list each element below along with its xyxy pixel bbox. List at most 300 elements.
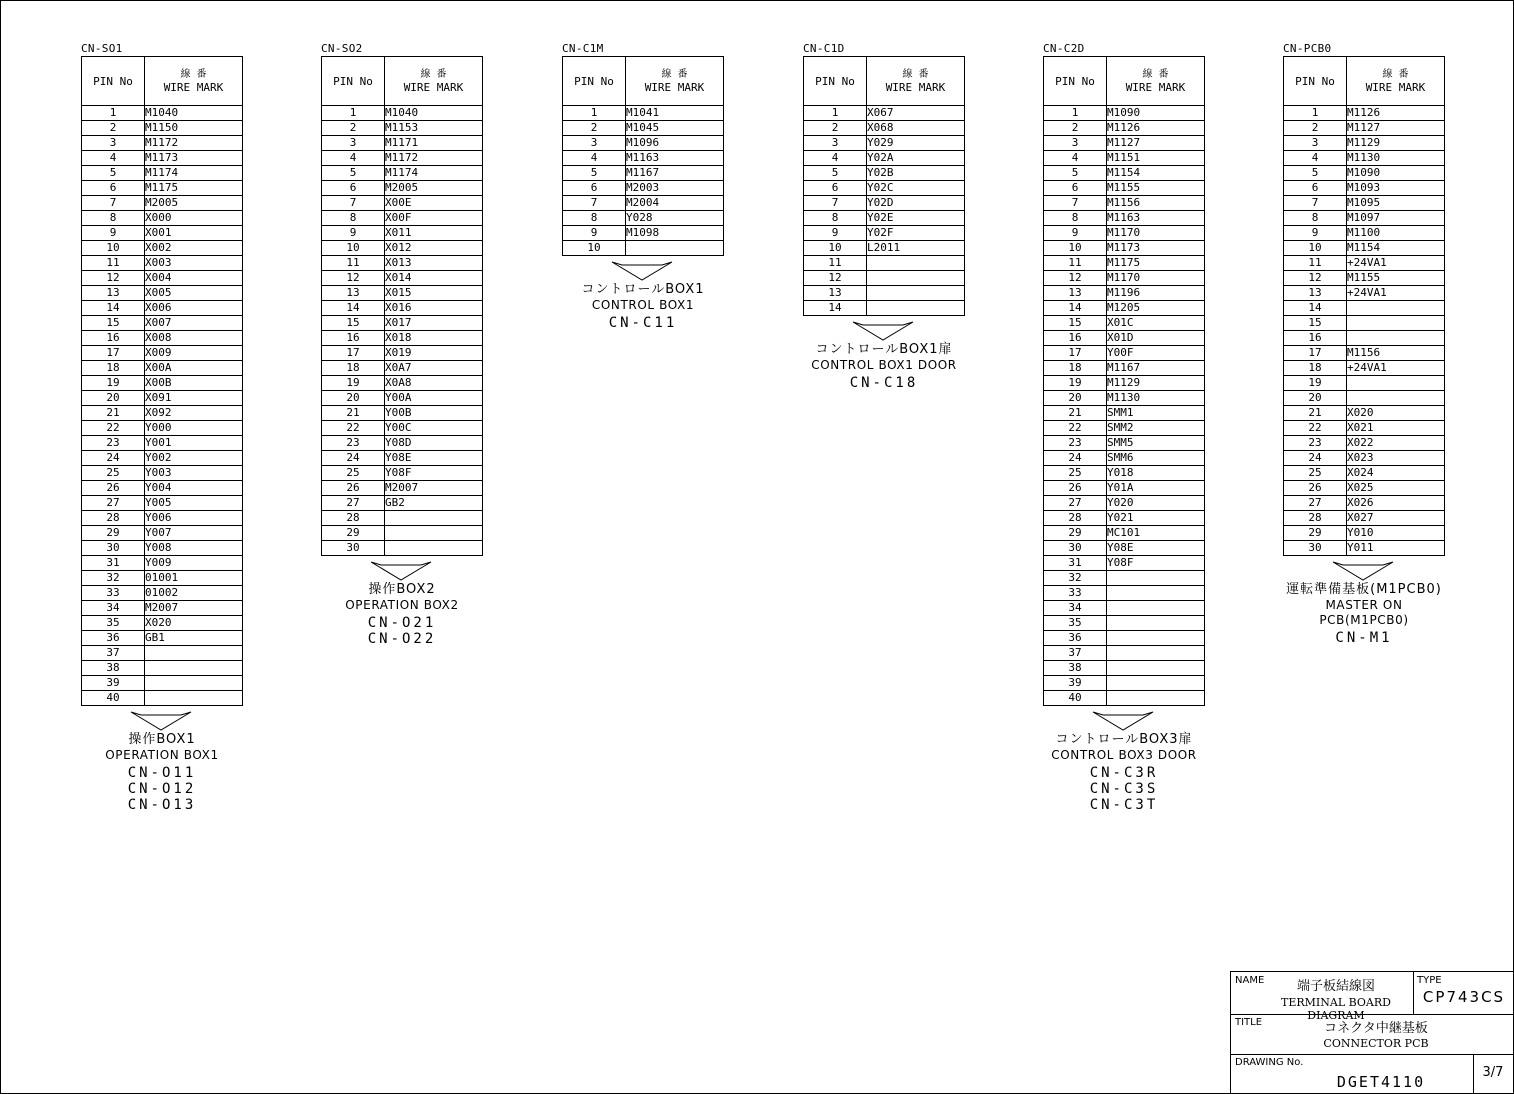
pin-number: 38 bbox=[82, 661, 145, 676]
wire-mark-header bbox=[385, 57, 483, 106]
pin-number: 16 bbox=[1044, 331, 1107, 346]
wire-mark-header-jp: 線 番 bbox=[1142, 69, 1169, 80]
wire-mark-header bbox=[626, 57, 724, 106]
table-row bbox=[804, 301, 965, 316]
wire-mark: M1097 bbox=[1347, 211, 1445, 226]
pin-number: 1 bbox=[1284, 106, 1347, 121]
pin-table-header bbox=[322, 57, 483, 106]
table-row bbox=[322, 406, 483, 421]
wire-mark: M1155 bbox=[1347, 271, 1445, 286]
wire-mark bbox=[867, 286, 965, 301]
wire-mark-header-jp: 線 番 bbox=[661, 69, 688, 80]
pin-number: 8 bbox=[804, 211, 867, 226]
destination-jp: コントロールBOX1扉 bbox=[815, 342, 953, 357]
wire-mark: X013 bbox=[385, 256, 483, 271]
table-row bbox=[322, 391, 483, 406]
wire-mark: M1173 bbox=[1107, 241, 1205, 256]
table-row bbox=[1044, 271, 1205, 286]
table-row bbox=[322, 271, 483, 286]
wire-mark: Y00F bbox=[1107, 346, 1205, 361]
pin-number: 29 bbox=[82, 526, 145, 541]
pin-number: 34 bbox=[1044, 601, 1107, 616]
pin-number: 27 bbox=[82, 496, 145, 511]
table-row bbox=[1044, 391, 1205, 406]
pin-number: 8 bbox=[1044, 211, 1107, 226]
pin-number: 36 bbox=[82, 631, 145, 646]
wire-mark: X00B bbox=[145, 376, 243, 391]
wire-mark: M1172 bbox=[385, 151, 483, 166]
pin-number: 10 bbox=[1044, 241, 1107, 256]
wire-mark: M1174 bbox=[385, 166, 483, 181]
wire-mark: Y002 bbox=[145, 451, 243, 466]
table-row bbox=[1284, 166, 1445, 181]
table-row bbox=[322, 466, 483, 481]
wire-mark: M1127 bbox=[1347, 121, 1445, 136]
wire-mark: 01001 bbox=[145, 571, 243, 586]
wire-mark: Y08F bbox=[1107, 556, 1205, 571]
pin-number: 12 bbox=[804, 271, 867, 286]
pin-number: 1 bbox=[563, 106, 626, 121]
wire-mark: X001 bbox=[145, 226, 243, 241]
pin-number: 25 bbox=[322, 466, 385, 481]
pin-number: 10 bbox=[563, 241, 626, 256]
wire-mark: MC101 bbox=[1107, 526, 1205, 541]
wire-mark: X011 bbox=[385, 226, 483, 241]
destination-code: CN-M1 bbox=[1335, 630, 1393, 646]
table-row bbox=[1284, 316, 1445, 331]
table-row bbox=[82, 181, 243, 196]
table-row bbox=[1284, 196, 1445, 211]
pin-number: 9 bbox=[322, 226, 385, 241]
wire-mark: M1150 bbox=[145, 121, 243, 136]
wire-mark: Y028 bbox=[626, 211, 724, 226]
table-row bbox=[82, 226, 243, 241]
destination-jp: 操作BOX1 bbox=[128, 732, 196, 747]
destination-jp: コントロールBOX3扉 bbox=[1055, 732, 1193, 747]
pin-number: 7 bbox=[804, 196, 867, 211]
title-jp: コネクタ中継基板 bbox=[1324, 1021, 1428, 1036]
table-row bbox=[804, 196, 965, 211]
pin-number: 6 bbox=[563, 181, 626, 196]
table-row bbox=[322, 481, 483, 496]
pin-number: 5 bbox=[322, 166, 385, 181]
pin-number: 19 bbox=[1284, 376, 1347, 391]
wire-mark: X008 bbox=[145, 331, 243, 346]
table-row bbox=[322, 346, 483, 361]
table-row bbox=[804, 226, 965, 241]
table-row bbox=[82, 136, 243, 151]
pin-number: 16 bbox=[322, 331, 385, 346]
pin-number: 12 bbox=[322, 271, 385, 286]
table-row bbox=[804, 181, 965, 196]
wire-mark: X092 bbox=[145, 406, 243, 421]
wire-mark: M1090 bbox=[1347, 166, 1445, 181]
table-row bbox=[1044, 346, 1205, 361]
wire-mark: X016 bbox=[385, 301, 483, 316]
pin-number: 2 bbox=[322, 121, 385, 136]
wire-mark: +24VA1 bbox=[1347, 286, 1445, 301]
title-block bbox=[1230, 971, 1513, 1093]
wire-mark: X067 bbox=[867, 106, 965, 121]
pin-no-header: PIN No bbox=[1044, 57, 1107, 106]
pin-number: 4 bbox=[322, 151, 385, 166]
wire-mark: M1093 bbox=[1347, 181, 1445, 196]
destination-code: CN-O13 bbox=[127, 797, 197, 813]
wire-mark: X00E bbox=[385, 196, 483, 211]
table-row bbox=[804, 151, 965, 166]
pin-number: 12 bbox=[82, 271, 145, 286]
table-row bbox=[1044, 526, 1205, 541]
table-row bbox=[82, 691, 243, 706]
wire-mark: X017 bbox=[385, 316, 483, 331]
pin-number: 15 bbox=[322, 316, 385, 331]
pin-table bbox=[81, 56, 243, 706]
wire-mark: Y020 bbox=[1107, 496, 1205, 511]
destination-code: CN-O11 bbox=[127, 765, 197, 781]
table-row bbox=[82, 631, 243, 646]
table-row bbox=[322, 376, 483, 391]
table-row bbox=[563, 151, 724, 166]
table-row bbox=[563, 181, 724, 196]
down-arrow-icon bbox=[610, 260, 674, 282]
pin-number: 14 bbox=[804, 301, 867, 316]
pin-number: 19 bbox=[82, 376, 145, 391]
pin-number: 5 bbox=[563, 166, 626, 181]
table-row bbox=[563, 106, 724, 121]
wire-mark: M1196 bbox=[1107, 286, 1205, 301]
pin-table bbox=[1283, 56, 1445, 556]
table-row bbox=[1284, 211, 1445, 226]
destination-label bbox=[562, 282, 724, 331]
table-row bbox=[1044, 211, 1205, 226]
table-row bbox=[322, 136, 483, 151]
table-row bbox=[322, 361, 483, 376]
wire-mark-header-en: WIRE MARK bbox=[885, 81, 946, 94]
pin-number: 18 bbox=[1284, 361, 1347, 376]
pin-number: 5 bbox=[82, 166, 145, 181]
wire-mark bbox=[385, 541, 483, 556]
table-row bbox=[1044, 661, 1205, 676]
pin-number: 24 bbox=[82, 451, 145, 466]
wire-mark-header-en: WIRE MARK bbox=[403, 81, 464, 94]
wire-mark bbox=[145, 661, 243, 676]
wire-mark: X091 bbox=[145, 391, 243, 406]
table-row bbox=[804, 271, 965, 286]
table-row bbox=[1044, 691, 1205, 706]
pin-number: 9 bbox=[563, 226, 626, 241]
table-row bbox=[1044, 196, 1205, 211]
wire-mark: M1174 bbox=[145, 166, 243, 181]
table-row bbox=[1284, 301, 1445, 316]
table-row bbox=[322, 526, 483, 541]
table-row bbox=[82, 616, 243, 631]
wire-mark bbox=[1107, 691, 1205, 706]
wire-mark: X025 bbox=[1347, 481, 1445, 496]
wire-mark-header bbox=[145, 57, 243, 106]
table-row bbox=[322, 436, 483, 451]
wire-mark: Y007 bbox=[145, 526, 243, 541]
wire-mark: SMM6 bbox=[1107, 451, 1205, 466]
destination-en: CONTROL BOX1 DOOR bbox=[811, 358, 957, 372]
pin-number: 31 bbox=[82, 556, 145, 571]
wire-mark bbox=[145, 676, 243, 691]
table-row bbox=[1044, 316, 1205, 331]
wire-mark: M1175 bbox=[145, 181, 243, 196]
table-row bbox=[82, 586, 243, 601]
table-row bbox=[1284, 226, 1445, 241]
table-row bbox=[1284, 361, 1445, 376]
wire-mark bbox=[1107, 646, 1205, 661]
pin-number: 25 bbox=[1044, 466, 1107, 481]
connector-name: CN-C1D bbox=[803, 42, 845, 55]
destination-en: MASTER ON PCB(M1PCB0) bbox=[1319, 598, 1409, 627]
wire-mark: Y02F bbox=[867, 226, 965, 241]
pin-number: 9 bbox=[1284, 226, 1347, 241]
wire-mark: X026 bbox=[1347, 496, 1445, 511]
pin-number: 8 bbox=[322, 211, 385, 226]
pin-number: 28 bbox=[82, 511, 145, 526]
pin-number: 27 bbox=[322, 496, 385, 511]
pin-number: 38 bbox=[1044, 661, 1107, 676]
pin-number: 12 bbox=[1044, 271, 1107, 286]
table-row bbox=[322, 316, 483, 331]
pin-number: 14 bbox=[322, 301, 385, 316]
table-row bbox=[1044, 256, 1205, 271]
destination-code: CN-O12 bbox=[127, 781, 197, 797]
table-row bbox=[322, 511, 483, 526]
table-row bbox=[82, 466, 243, 481]
pin-number: 24 bbox=[322, 451, 385, 466]
table-row bbox=[563, 121, 724, 136]
pin-number: 30 bbox=[1044, 541, 1107, 556]
pin-table bbox=[562, 56, 724, 256]
wire-mark: M1167 bbox=[1107, 361, 1205, 376]
pin-number: 9 bbox=[804, 226, 867, 241]
pin-number: 25 bbox=[82, 466, 145, 481]
wire-mark: M1126 bbox=[1107, 121, 1205, 136]
pin-number: 6 bbox=[1044, 181, 1107, 196]
table-row bbox=[82, 286, 243, 301]
destination-en: CONTROL BOX3 DOOR bbox=[1051, 748, 1197, 762]
wire-mark: Y018 bbox=[1107, 466, 1205, 481]
wire-mark: M1130 bbox=[1347, 151, 1445, 166]
connector-name: CN-SO1 bbox=[81, 42, 123, 55]
pin-number: 7 bbox=[322, 196, 385, 211]
pin-number: 28 bbox=[1284, 511, 1347, 526]
pin-number: 9 bbox=[82, 226, 145, 241]
down-arrow-icon bbox=[369, 560, 433, 582]
table-row bbox=[804, 106, 965, 121]
wire-mark: X020 bbox=[1347, 406, 1445, 421]
wire-mark-header-en: WIRE MARK bbox=[163, 81, 224, 94]
wire-mark: GB2 bbox=[385, 496, 483, 511]
table-row bbox=[322, 286, 483, 301]
pin-number: 4 bbox=[804, 151, 867, 166]
wire-mark: GB1 bbox=[145, 631, 243, 646]
table-row bbox=[322, 451, 483, 466]
pin-number: 20 bbox=[1044, 391, 1107, 406]
pin-number: 10 bbox=[322, 241, 385, 256]
pin-number: 7 bbox=[1044, 196, 1107, 211]
wire-mark: X002 bbox=[145, 241, 243, 256]
table-row bbox=[82, 661, 243, 676]
pin-number: 2 bbox=[82, 121, 145, 136]
table-row bbox=[1284, 496, 1445, 511]
pin-no-header: PIN No bbox=[1284, 57, 1347, 106]
type-label: TYPE bbox=[1417, 975, 1442, 986]
table-row bbox=[82, 316, 243, 331]
pin-number: 20 bbox=[82, 391, 145, 406]
wire-mark: M1100 bbox=[1347, 226, 1445, 241]
pin-number: 14 bbox=[1284, 301, 1347, 316]
pin-number: 23 bbox=[82, 436, 145, 451]
wire-mark: X005 bbox=[145, 286, 243, 301]
pin-number: 1 bbox=[322, 106, 385, 121]
table-row bbox=[82, 271, 243, 286]
wire-mark: M2007 bbox=[145, 601, 243, 616]
wire-mark: X020 bbox=[145, 616, 243, 631]
table-row bbox=[82, 601, 243, 616]
pin-number: 29 bbox=[1284, 526, 1347, 541]
table-row bbox=[82, 571, 243, 586]
wire-mark: X018 bbox=[385, 331, 483, 346]
pin-number: 5 bbox=[1044, 166, 1107, 181]
connector-name: CN-C2D bbox=[1043, 42, 1085, 55]
pin-number: 21 bbox=[1044, 406, 1107, 421]
table-row bbox=[1284, 106, 1445, 121]
pin-number: 22 bbox=[82, 421, 145, 436]
wire-mark: M1098 bbox=[626, 226, 724, 241]
destination-jp: 運転準備基板(M1PCB0) bbox=[1286, 582, 1442, 597]
type-divider bbox=[1413, 972, 1414, 1014]
table-row bbox=[82, 196, 243, 211]
wire-mark: M1173 bbox=[145, 151, 243, 166]
pin-number: 13 bbox=[322, 286, 385, 301]
table-row bbox=[1044, 616, 1205, 631]
drawing-label: DRAWING No. bbox=[1235, 1057, 1304, 1068]
pin-number: 4 bbox=[1284, 151, 1347, 166]
wire-mark: M2005 bbox=[385, 181, 483, 196]
wire-mark: Y000 bbox=[145, 421, 243, 436]
wire-mark: X000 bbox=[145, 211, 243, 226]
table-row bbox=[1284, 511, 1445, 526]
table-row bbox=[1044, 676, 1205, 691]
pin-number: 37 bbox=[1044, 646, 1107, 661]
table-row bbox=[1284, 121, 1445, 136]
pin-number: 30 bbox=[82, 541, 145, 556]
pin-no-header: PIN No bbox=[82, 57, 145, 106]
name-en: TERMINAL BOARD DIAGRAM bbox=[1281, 996, 1391, 1022]
wire-mark bbox=[867, 301, 965, 316]
pin-number: 22 bbox=[1284, 421, 1347, 436]
table-row bbox=[1044, 106, 1205, 121]
wire-mark-header-jp: 線 番 bbox=[180, 69, 207, 80]
table-row bbox=[1044, 541, 1205, 556]
pin-number: 7 bbox=[82, 196, 145, 211]
destination-jp: 操作BOX2 bbox=[368, 582, 436, 597]
wire-mark bbox=[385, 511, 483, 526]
pin-number: 35 bbox=[82, 616, 145, 631]
pin-number: 8 bbox=[82, 211, 145, 226]
wire-mark: M1151 bbox=[1107, 151, 1205, 166]
wire-mark: M1163 bbox=[1107, 211, 1205, 226]
table-row bbox=[804, 121, 965, 136]
pin-number: 16 bbox=[82, 331, 145, 346]
wire-mark bbox=[1107, 661, 1205, 676]
pin-number: 18 bbox=[1044, 361, 1107, 376]
table-row bbox=[1044, 571, 1205, 586]
pin-number: 13 bbox=[82, 286, 145, 301]
wire-mark: M1167 bbox=[626, 166, 724, 181]
wire-mark bbox=[1347, 301, 1445, 316]
wire-mark: M1170 bbox=[1107, 271, 1205, 286]
table-row bbox=[82, 346, 243, 361]
table-row bbox=[1044, 121, 1205, 136]
destination-label bbox=[1043, 732, 1205, 813]
wire-mark: M1130 bbox=[1107, 391, 1205, 406]
pin-number: 29 bbox=[322, 526, 385, 541]
pin-number: 15 bbox=[82, 316, 145, 331]
wire-mark: L2011 bbox=[867, 241, 965, 256]
table-row bbox=[322, 496, 483, 511]
pin-number: 8 bbox=[1284, 211, 1347, 226]
table-row bbox=[1044, 151, 1205, 166]
pin-number: 19 bbox=[1044, 376, 1107, 391]
pin-number: 17 bbox=[1044, 346, 1107, 361]
connector-cn-so2 bbox=[321, 43, 483, 647]
wire-mark: Y003 bbox=[145, 466, 243, 481]
destination-label bbox=[803, 342, 965, 391]
wire-mark: X023 bbox=[1347, 451, 1445, 466]
destination-code: CN-C11 bbox=[608, 315, 678, 331]
connector-cn-c1d bbox=[803, 43, 965, 391]
table-row bbox=[1044, 241, 1205, 256]
wire-mark: M2003 bbox=[626, 181, 724, 196]
wire-mark: Y00A bbox=[385, 391, 483, 406]
table-row bbox=[82, 391, 243, 406]
pin-number: 18 bbox=[322, 361, 385, 376]
pin-number: 14 bbox=[82, 301, 145, 316]
wire-mark: X007 bbox=[145, 316, 243, 331]
pin-number: 2 bbox=[563, 121, 626, 136]
pin-table bbox=[321, 56, 483, 556]
connector-cn-c1m bbox=[562, 43, 724, 331]
wire-mark: Y001 bbox=[145, 436, 243, 451]
pin-number: 24 bbox=[1284, 451, 1347, 466]
down-arrow-icon bbox=[851, 320, 915, 342]
pin-number: 1 bbox=[82, 106, 145, 121]
wire-mark: Y011 bbox=[1347, 541, 1445, 556]
wire-mark: 01002 bbox=[145, 586, 243, 601]
table-row bbox=[82, 496, 243, 511]
title-block-name-row bbox=[1231, 972, 1513, 1022]
pin-number: 12 bbox=[1284, 271, 1347, 286]
table-row bbox=[1044, 136, 1205, 151]
table-row bbox=[1044, 466, 1205, 481]
name-jp: 端子板結線図 bbox=[1296, 979, 1375, 994]
table-row bbox=[563, 166, 724, 181]
down-arrow-icon bbox=[129, 710, 193, 732]
pin-number: 22 bbox=[1044, 421, 1107, 436]
table-row bbox=[82, 151, 243, 166]
wire-mark: M1045 bbox=[626, 121, 724, 136]
pin-number: 26 bbox=[322, 481, 385, 496]
wire-mark: Y006 bbox=[145, 511, 243, 526]
pin-number: 11 bbox=[322, 256, 385, 271]
pin-number: 10 bbox=[1284, 241, 1347, 256]
table-row bbox=[1044, 406, 1205, 421]
table-row bbox=[563, 136, 724, 151]
